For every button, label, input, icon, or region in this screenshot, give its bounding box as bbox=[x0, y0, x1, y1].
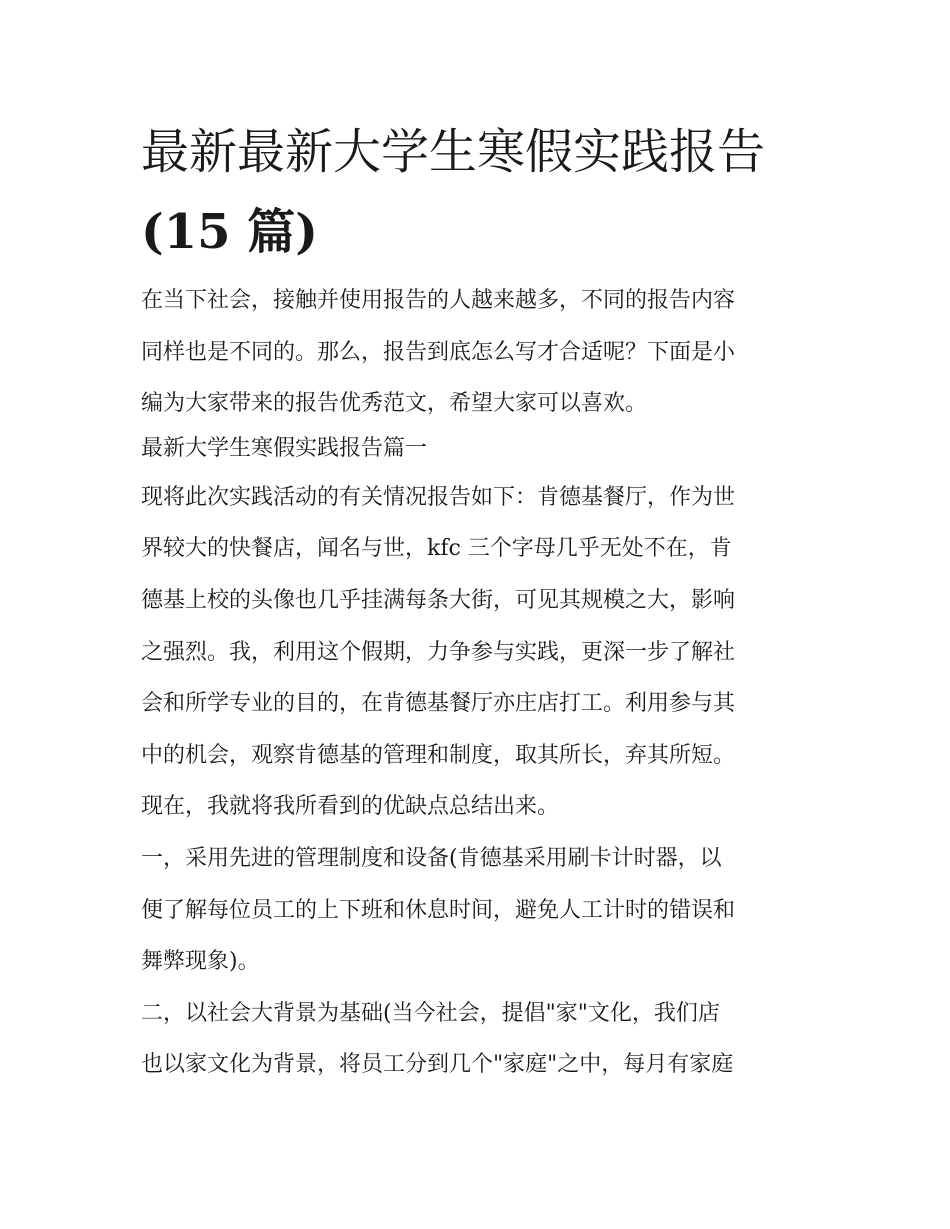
body-line: 之强烈。我，利用这个假期，力争参与实践，更深一步了解社 bbox=[141, 639, 736, 665]
body-line: 便了解每位员工的上下班和休息时间，避免人工计时的错误和 bbox=[141, 897, 736, 923]
body-line: 在当下社会，接触并使用报告的人越来越多，不同的报告内容 bbox=[141, 288, 736, 313]
body-line: 舞弊现象)。 bbox=[141, 949, 260, 975]
body-line: 界较大的快餐店，闻名与世，kfc 三个字母几乎无处不在，肯 bbox=[141, 536, 732, 562]
body-line: 二，以社会大背景为基础(当今社会，提倡"家"文化，我们店 bbox=[141, 1000, 720, 1026]
title-line-1: 最新最新大学生寒假实践报告 bbox=[141, 124, 766, 180]
document-title bbox=[141, 112, 821, 272]
body-line: 编为大家带来的报告优秀范文，希望大家可以喜欢。 bbox=[141, 391, 648, 417]
section-heading: 最新大学生寒假实践报告篇一 bbox=[141, 435, 428, 461]
body-line: 一，采用先进的管理制度和设备(肯德基采用刷卡计时器，以 bbox=[141, 845, 722, 871]
body-line: 德基上校的头像也几乎挂满每条大街，可见其规模之大，影响 bbox=[141, 587, 736, 613]
body-line: 会和所学专业的目的，在肯德基餐厅亦庄店打工。利用参与其 bbox=[141, 691, 736, 717]
body-line: 也以家文化为背景，将员工分到几个"家庭"之中，每月有家庭 bbox=[141, 1052, 734, 1078]
title-line-2: (15 篇) bbox=[141, 204, 318, 260]
body-line: 现在，我就将我所看到的优缺点总结出来。 bbox=[141, 794, 560, 820]
body-line: 同样也是不同的。那么，报告到底怎么写才合适呢？下面是小 bbox=[141, 339, 736, 365]
body-line: 中的机会，观察肯德基的管理和制度，取其所长，弃其所短。 bbox=[141, 742, 736, 768]
document-body bbox=[141, 275, 821, 1091]
body-line: 现将此次实践活动的有关情况报告如下：肯德基餐厅，作为世 bbox=[141, 484, 736, 510]
